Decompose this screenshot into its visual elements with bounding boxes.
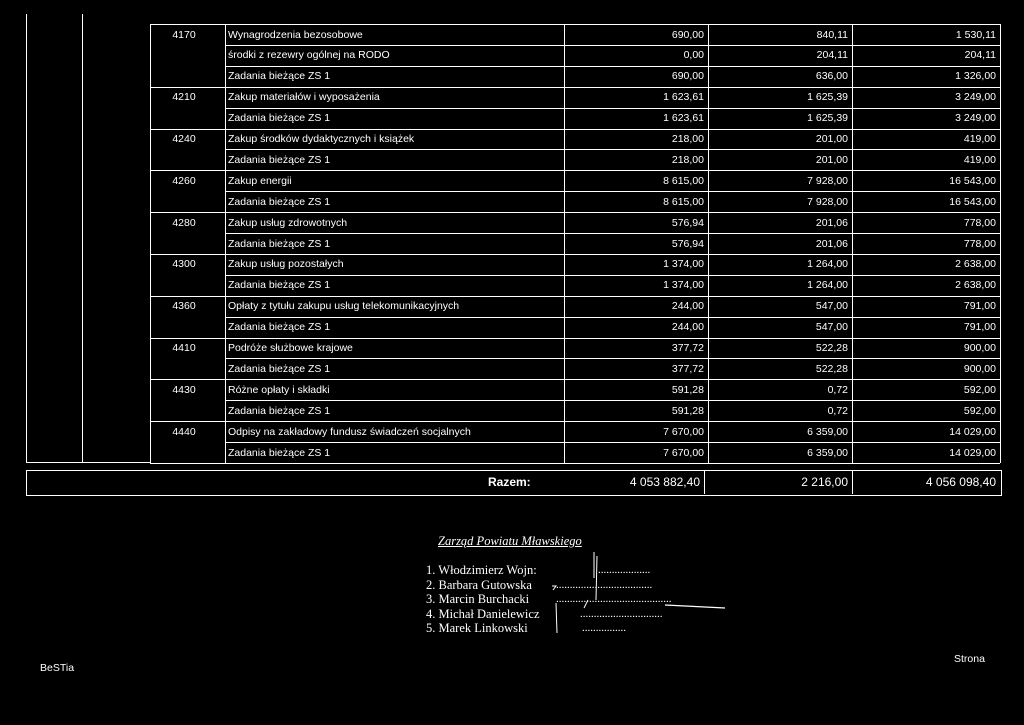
signature-stroke-4 [556, 603, 557, 633]
row-value-3: 3 249,00 [955, 112, 996, 125]
row-value-3: 900,00 [963, 362, 996, 375]
row-name: Zadania bieżące ZS 1 [228, 446, 331, 459]
row-name: Zadania bieżące ZS 1 [228, 195, 331, 208]
row-value-3: 778,00 [963, 216, 996, 229]
table-row-line [150, 338, 1000, 339]
row-value-1: 218,00 [671, 153, 704, 166]
total-sep-1 [704, 470, 705, 494]
table-row-line [150, 212, 1000, 213]
row-value-3: 900,00 [963, 342, 996, 354]
signature-member-name: 2. Barbara Gutowska [426, 577, 532, 592]
table-row-line [225, 400, 1000, 401]
row-value-2: 201,06 [815, 216, 848, 229]
row-value-2: 204,11 [816, 49, 848, 62]
row-name: Zadania bieżące ZS 1 [228, 237, 331, 250]
row-name: Zakup materiałów i wyposażenia [228, 91, 380, 104]
row-code: 4300 [172, 258, 196, 271]
table-row-line [225, 66, 1000, 67]
table-row-line [150, 129, 1000, 130]
row-value-1: 7 670,00 [663, 446, 704, 459]
row-name: Zakup środków dydaktycznych i książek [228, 133, 415, 145]
signature-stroke-5 [665, 605, 725, 608]
table-bottom-line [150, 463, 1000, 464]
row-code: 4260 [172, 174, 196, 187]
row-name: Zadania bieżące ZS 1 [228, 70, 331, 83]
row-name: Zadania bieżące ZS 1 [228, 321, 331, 334]
table-row-line [150, 254, 1000, 255]
row-name: Wynagrodzenia bezosobowe [228, 28, 363, 41]
row-value-2: 636,00 [815, 70, 848, 83]
table-row-line [225, 233, 1000, 234]
row-value-2: 201,06 [815, 237, 848, 250]
frame-left-line [26, 14, 27, 462]
row-value-3: 14 029,00 [949, 446, 996, 459]
row-name: Zadania bieżące ZS 1 [228, 153, 331, 166]
row-code: 4280 [172, 216, 196, 229]
row-value-3: 419,00 [963, 153, 996, 166]
row-name: Zadania bieżące ZS 1 [228, 404, 331, 417]
row-name: Zakup energii [228, 174, 292, 187]
row-value-3: 204,11 [964, 49, 996, 62]
row-value-3: 1 530,11 [955, 28, 996, 41]
row-value-2: 6 359,00 [807, 446, 848, 459]
signature-dotted-line: .......................................... [556, 593, 672, 605]
row-name: Różne opłaty i składki [228, 383, 330, 396]
table-row-line [225, 358, 1000, 359]
table-row-line [150, 421, 1000, 422]
total-label: Razem: [488, 475, 531, 489]
row-value-2: 7 928,00 [807, 174, 848, 187]
row-value-2: 1 264,00 [807, 279, 848, 292]
total-value-2: 2 216,00 [801, 475, 848, 489]
row-value-1: 0,00 [683, 49, 704, 62]
row-value-1: 690,00 [671, 28, 704, 41]
row-value-2: 1 625,39 [807, 91, 848, 104]
row-value-1: 377,72 [671, 362, 704, 375]
total-sep-2 [852, 470, 853, 494]
table-col-line [150, 24, 151, 463]
row-value-3: 791,00 [963, 300, 996, 313]
row-name: Podróże służbowe krajowe [228, 342, 353, 354]
table-row-line [150, 87, 1000, 88]
table-row-line [225, 275, 1000, 276]
signature-member-name: 3. Marcin Burchacki [426, 592, 530, 606]
row-value-1: 1 374,00 [663, 258, 704, 271]
total-value-1: 4 053 882,40 [629, 475, 700, 489]
row-value-2: 1 264,00 [807, 258, 848, 271]
table-row-line [225, 442, 1000, 443]
row-value-1: 7 670,00 [663, 425, 704, 438]
row-code: 4410 [172, 342, 196, 354]
row-code: 4440 [172, 425, 196, 438]
row-value-1: 377,72 [671, 342, 704, 354]
row-value-2: 0,72 [827, 404, 848, 417]
row-name: środki z rezewry ogólnej na RODO [228, 49, 390, 62]
row-value-2: 201,00 [815, 153, 848, 166]
row-value-3: 791,00 [963, 321, 996, 334]
row-name: Zadania bieżące ZS 1 [228, 112, 331, 125]
row-code: 4170 [172, 28, 196, 41]
table-row-line [225, 149, 1000, 150]
row-value-2: 547,00 [815, 300, 848, 313]
footer-page-label: Strona [954, 653, 985, 665]
row-value-3: 14 029,00 [949, 425, 996, 438]
total-value-3: 4 056 098,40 [925, 475, 996, 489]
row-value-1: 591,28 [671, 404, 704, 417]
signature-member-name: 4. Michał Danielewicz [426, 606, 540, 621]
signature-member-name: 1. Włodzimierz Wojn: [426, 563, 537, 577]
row-value-3: 592,00 [963, 383, 996, 396]
row-value-3: 1 326,00 [955, 70, 996, 83]
row-code: 4360 [172, 300, 196, 313]
row-value-3: 592,00 [963, 404, 996, 417]
row-value-1: 244,00 [671, 300, 704, 313]
row-value-2: 0,72 [827, 383, 848, 396]
row-value-2: 547,00 [815, 321, 848, 334]
row-value-1: 1 623,61 [663, 91, 704, 104]
row-value-1: 244,00 [671, 321, 704, 334]
signature-dotted-line: ................................... [556, 578, 653, 591]
row-value-1: 218,00 [671, 133, 704, 145]
row-value-2: 1 625,39 [807, 112, 848, 125]
signature-member-name: 5. Marek Linkowski [426, 621, 528, 635]
row-value-3: 2 638,00 [955, 279, 996, 292]
row-value-3: 16 543,00 [949, 174, 996, 187]
row-code: 4210 [172, 91, 196, 104]
row-value-1: 8 615,00 [663, 195, 704, 208]
row-value-1: 576,94 [671, 216, 704, 229]
table-row-line [150, 170, 1000, 171]
row-value-2: 201,00 [815, 133, 848, 145]
table-row-line [225, 191, 1000, 192]
row-value-1: 591,28 [671, 383, 704, 396]
frame-col2-line [82, 14, 83, 462]
row-value-2: 522,28 [815, 342, 848, 354]
table-row-line [225, 108, 1000, 109]
table-row-line [225, 317, 1000, 318]
row-value-3: 2 638,00 [955, 258, 996, 271]
row-value-1: 1 623,61 [663, 112, 704, 125]
row-value-3: 778,00 [963, 237, 996, 250]
table-col-line [225, 24, 226, 463]
row-value-3: 16 543,00 [949, 195, 996, 208]
board-heading: Zarząd Powiatu Mławskiego [438, 534, 582, 548]
signature-dotted-line: .............................. [580, 607, 663, 620]
frame-left-bottom [26, 462, 150, 463]
row-name: Zakup usług pozostałych [228, 258, 344, 271]
signature-dotted-line: ................ [582, 622, 626, 634]
row-name: Zadania bieżące ZS 1 [228, 362, 331, 375]
row-value-3: 3 249,00 [955, 91, 996, 104]
row-value-2: 6 359,00 [807, 425, 848, 438]
row-name: Zakup usług zdrowotnych [228, 216, 348, 229]
table-row-line [150, 379, 1000, 380]
table-col-line [1000, 24, 1001, 463]
row-value-1: 690,00 [671, 70, 704, 83]
table-row-line [150, 24, 1000, 25]
row-value-2: 840,11 [816, 28, 848, 41]
table-row-line [225, 45, 1000, 46]
footer-software-name: BeSTia [40, 662, 75, 674]
row-name: Opłaty z tytułu zakupu usług telekomunikacyjnych [228, 300, 460, 313]
row-value-2: 522,28 [815, 362, 848, 375]
row-value-1: 8 615,00 [663, 174, 704, 187]
table-row-line [150, 296, 1000, 297]
row-value-1: 1 374,00 [663, 279, 704, 292]
row-name: Odpisy na zakładowy fundusz świadczeń socjalnych [228, 425, 471, 438]
row-code: 4430 [172, 383, 196, 396]
row-name: Zadania bieżące ZS 1 [228, 279, 331, 292]
row-value-3: 419,00 [963, 133, 996, 145]
row-code: 4240 [172, 133, 196, 145]
row-value-2: 7 928,00 [807, 195, 848, 208]
signature-dotted-line: ................... [598, 564, 651, 576]
row-value-1: 576,94 [671, 237, 704, 250]
